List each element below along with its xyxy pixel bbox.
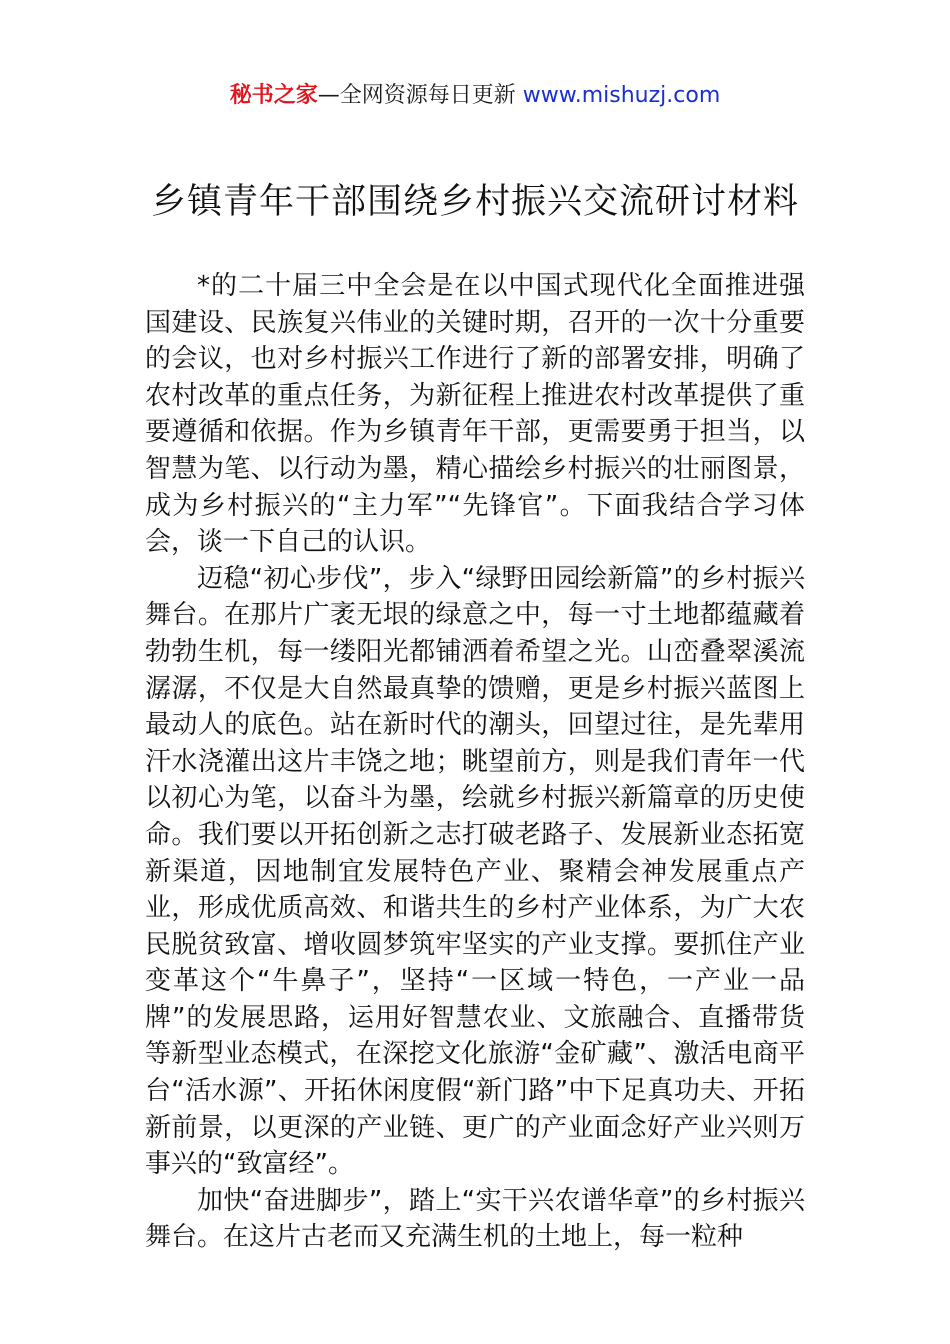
document-title: 乡镇青年干部围绕乡村振兴交流研讨材料 [150,182,799,222]
brand-name: 秘书之家 [229,83,318,108]
paragraph-intro: *的二十届三中全会是在以中国式现代化全面推进强国建设、民族复兴伟业的关键时期，召开的一次十分重要的会议，也对乡村振兴工作进行了新的部署安排，明确了农村改革的重点任务，为新征程上推进农村改革提供了重要遵循和依据。作为乡镇青年干部，更需要勇于担当，以智慧为笔、以行动为墨，精心描绘乡村振兴的壮丽图景，成为乡村振兴的“主力军”“先锋官”。下面我结合学习体会，谈一下自己的认识。 [145,271,805,558]
document-body [145,268,805,1256]
header-tagline: —全网资源每日更新 [317,83,523,108]
site-header [0,80,950,112]
paragraph-hard-work: 加快“奋进脚步”，踏上“实干兴农谱华章”的乡村振兴舞台。在这片古老而又充满生机的土地上，每一粒种 [145,1185,805,1253]
paragraph-initial-aspiration: 迈稳“初心步伐”，步入“绿野田园绘新篇”的乡村振兴舞台。在那片广袤无垠的绿意之中，每一寸土地都蕴藏着勃勃生机，每一缕阳光都铺洒着希望之光。山峦叠翠溪流潺潺，不仅是大自然最真挚的馈赠，更是乡村振兴蓝图上最动人的底色。站在新时代的潮头，回望过往，是先辈用汗水浇灌出这片丰饶之地；眺望前方，则是我们青年一代以初心为笔，以奋斗为墨，绘就乡村振兴新篇章的历史使命。我们要以开拓创新之志打破老路子、发展新业态拓宽新渠道，因地制宜发展特色产业、聚精会神发展重点产业，形成优质高效、和谐共生的乡村产业体系，为广大农民脱贫致富、增收圆梦筑牢坚实的产业支撑。要抓住产业变革这个“牛鼻子”，坚持“一区域一特色，一产业一品牌”的发展思路，运用好智慧农业、文旅融合、直播带货等新型业态模式，在深挖文化旅游“金矿藏”、激活电商平台“活水源”、开拓休闲度假“新门路”中下足真功夫、开拓新前景，以更深的产业链、更广的产业面念好产业兴则万事兴的“致富经”。 [145,563,805,1180]
site-url-link[interactable]: www.mishuzj.com [522,83,721,108]
